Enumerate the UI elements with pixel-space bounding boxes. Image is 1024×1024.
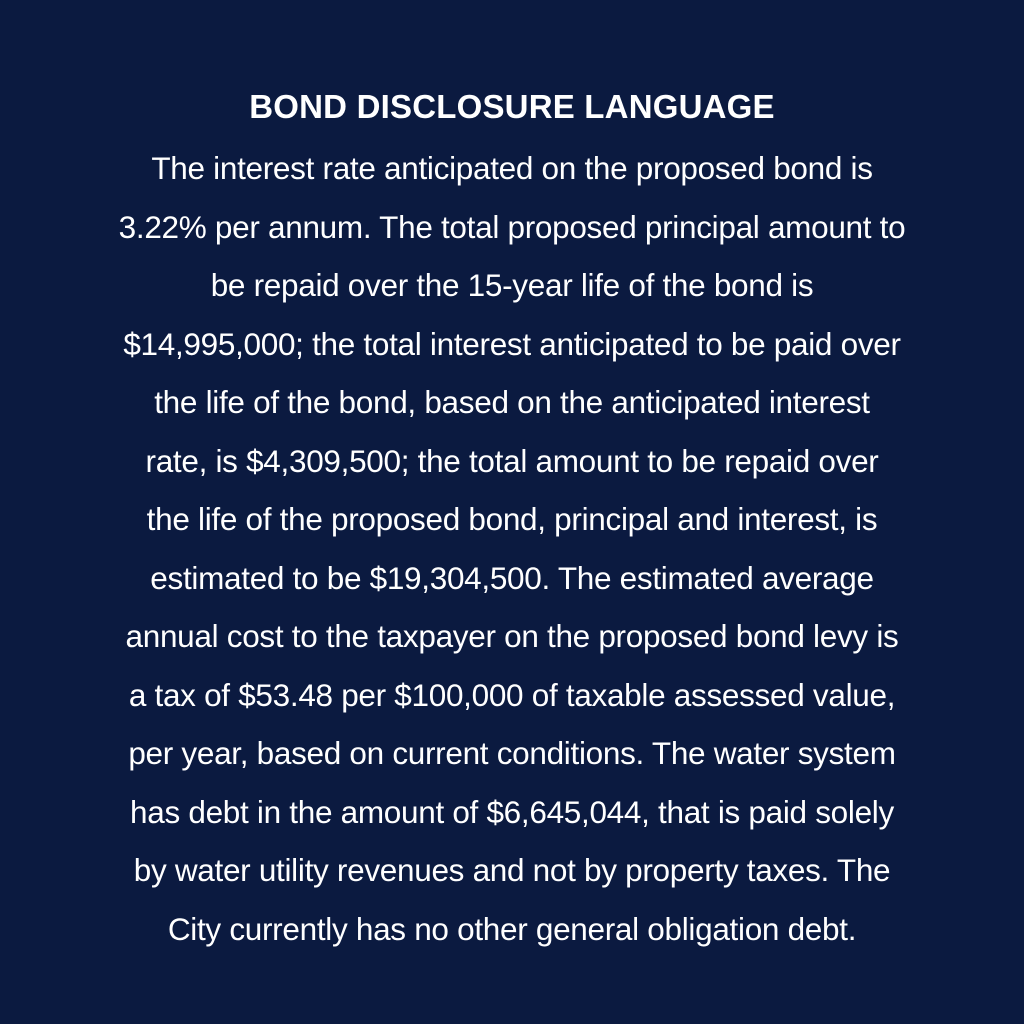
disclosure-line: the life of the proposed bond, principal and interest, is bbox=[146, 501, 878, 537]
disclosure-text bbox=[0, 139, 1024, 958]
disclosure-line: by water utility revenues and not by property taxes. The bbox=[133, 852, 891, 888]
disclosure-line: rate, is $4,309,500; the total amount to be repaid over bbox=[145, 442, 879, 479]
disclosure-line: estimated to be $19,304,500. The estimated average bbox=[150, 559, 874, 596]
disclosure-line: annual cost to the taxpayer on the proposed bond levy is bbox=[125, 618, 899, 654]
disclosure-line: City currently has no other general obligation debt. bbox=[167, 910, 857, 947]
disclosure-line: a tax of $53.48 per $100,000 of taxable assessed value, bbox=[128, 676, 896, 713]
disclosure-line: has debt in the amount of $6,645,044, that is paid solely bbox=[130, 793, 894, 830]
page-title: BOND DISCLOSURE LANGUAGE bbox=[249, 88, 775, 125]
disclosure-line: the life of the bond, based on the anticipated interest bbox=[154, 384, 870, 420]
disclosure-line: be repaid over the 15-year life of the bond is bbox=[210, 267, 814, 303]
disclosure-line: The interest rate anticipated on the proposed bond is bbox=[151, 150, 873, 186]
disclosure-line: per year, based on current conditions. The water system bbox=[128, 735, 896, 771]
disclosure-line: 3.22% per annum. The total proposed principal amount to bbox=[118, 208, 906, 245]
disclosure-line: $14,995,000; the total interest anticipated to be paid over bbox=[123, 325, 901, 362]
